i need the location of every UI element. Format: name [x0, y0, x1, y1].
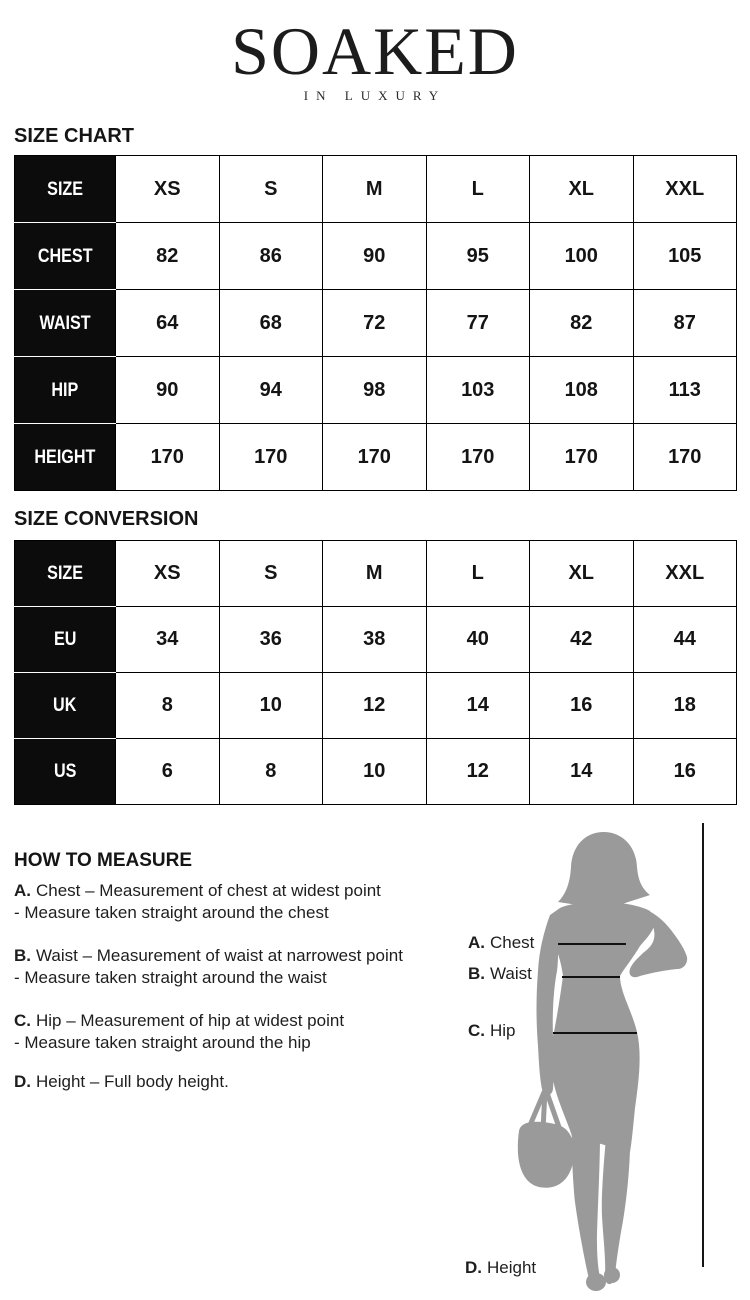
- table-row-header-cell: [15, 607, 116, 673]
- measure-letter: C.: [14, 1011, 31, 1030]
- measure-item-chest: [14, 880, 381, 924]
- table-cell: [426, 156, 530, 223]
- table-cell: [633, 739, 737, 805]
- table-cell: [530, 156, 634, 223]
- table-cell: [530, 424, 634, 491]
- table-cell-text: 170: [254, 445, 288, 468]
- size-chart-table: [14, 155, 737, 491]
- table-cell: [426, 541, 530, 607]
- size-conversion-table: [14, 540, 737, 805]
- table-cell-text: 64: [156, 311, 179, 334]
- woman-silhouette-figure: [508, 830, 688, 1295]
- table-cell-text: 87: [673, 311, 696, 334]
- table-cell: [219, 223, 323, 290]
- table-cell-text: 105: [668, 244, 702, 267]
- table-cell: [323, 424, 427, 491]
- table-cell: [530, 223, 634, 290]
- table-cell: [530, 607, 634, 673]
- table-cell-text: 16: [570, 694, 593, 716]
- table-cell-text: 10: [259, 694, 282, 716]
- table-cell: [116, 223, 220, 290]
- table-cell: [219, 424, 323, 491]
- table-row: [15, 739, 737, 805]
- hip-measure-line: [553, 1032, 637, 1034]
- measure-item-hip: [14, 1010, 344, 1054]
- figure-label-chest: [468, 933, 534, 953]
- table-row-header-cell: [15, 541, 116, 607]
- figure-label-text: Height: [487, 1258, 537, 1277]
- table-cell-text: 44: [673, 628, 696, 650]
- measure-letter: A.: [14, 881, 31, 900]
- table-cell-text: US: [53, 761, 77, 782]
- table-cell: [426, 607, 530, 673]
- table-cell-text: 68: [259, 311, 282, 334]
- table-cell: [219, 607, 323, 673]
- figure-label-hip: [468, 1021, 516, 1041]
- table-cell: [323, 739, 427, 805]
- table-cell-text: XS: [153, 562, 181, 584]
- table-cell-text: XL: [568, 562, 595, 584]
- table-row: [15, 673, 737, 739]
- table-cell: [219, 357, 323, 424]
- table-cell: [530, 673, 634, 739]
- table-cell-text: 8: [161, 694, 173, 716]
- table-cell: [219, 541, 323, 607]
- measure-text: Chest – Measurement of chest at widest point: [36, 881, 381, 900]
- table-cell: [116, 607, 220, 673]
- table-cell: [219, 739, 323, 805]
- how-to-measure-heading: HOW TO MEASURE: [14, 850, 193, 871]
- table-row-header-cell: [15, 357, 116, 424]
- height-measure-line: [702, 823, 704, 1267]
- table-cell: [633, 541, 737, 607]
- table-cell-text: 86: [259, 244, 282, 267]
- measure-text: Height – Full body height.: [36, 1072, 229, 1091]
- table-cell-text: 82: [156, 244, 179, 267]
- table-cell: [116, 290, 220, 357]
- brand-logo: SOAKED: [231, 13, 519, 89]
- table-cell-text: EU: [53, 629, 77, 650]
- table-cell-text: 42: [570, 628, 593, 650]
- table-row: [15, 290, 737, 357]
- table-cell-text: 16: [673, 760, 696, 782]
- table-cell: [426, 424, 530, 491]
- table-cell-text: 98: [363, 378, 386, 401]
- measure-item-height-line1: [14, 1071, 229, 1093]
- table-cell-text: WAIST: [39, 312, 91, 334]
- table-cell: [426, 357, 530, 424]
- table-cell-text: 14: [466, 694, 489, 716]
- table-cell-text: 90: [363, 244, 386, 267]
- table-cell: [116, 739, 220, 805]
- table-cell: [323, 156, 427, 223]
- table-cell-text: 72: [363, 311, 386, 334]
- table-cell-text: 10: [363, 760, 386, 782]
- table-cell: [633, 673, 737, 739]
- table-cell-text: 38: [363, 628, 386, 650]
- brand-tagline: IN LUXURY: [303, 88, 447, 103]
- table-cell: [633, 424, 737, 491]
- table-cell-text: 170: [564, 445, 598, 468]
- table-cell-text: 6: [161, 760, 173, 782]
- measure-item-chest-line2: - Measure taken straight around the chest: [14, 903, 329, 922]
- table-cell: [530, 290, 634, 357]
- handbag-straps: [528, 1090, 560, 1130]
- table-cell-text: UK: [53, 695, 77, 716]
- table-cell: [530, 357, 634, 424]
- table-cell: [219, 156, 323, 223]
- table-row: [15, 424, 737, 491]
- table-cell: [323, 607, 427, 673]
- table-cell-text: 36: [259, 628, 282, 650]
- table-cell-text: 95: [466, 244, 489, 267]
- size-conversion-heading: SIZE CONVERSION: [14, 508, 199, 530]
- table-cell-text: SIZE: [47, 178, 83, 200]
- waist-measure-line: [562, 976, 620, 978]
- table-row: [15, 223, 737, 290]
- table-cell: [116, 673, 220, 739]
- table-cell: [426, 290, 530, 357]
- table-row-header-cell: [15, 424, 116, 491]
- measure-item-height: [14, 1071, 229, 1093]
- figure-label-letter: B.: [468, 964, 485, 983]
- table-cell: [323, 223, 427, 290]
- table-cell-text: 90: [156, 378, 179, 401]
- table-cell-text: L: [471, 177, 484, 200]
- figure-label-height: [465, 1258, 536, 1278]
- table-cell-text: 170: [461, 445, 495, 468]
- figure-label-text: Hip: [490, 1021, 516, 1040]
- table-cell-text: 40: [466, 628, 489, 650]
- table-cell-text: S: [264, 177, 278, 200]
- table-cell: [426, 739, 530, 805]
- table-cell-text: M: [365, 177, 383, 200]
- measure-letter: D.: [14, 1072, 31, 1091]
- measure-letter: B.: [14, 946, 31, 965]
- measure-text: Hip – Measurement of hip at widest point: [36, 1011, 345, 1030]
- figure-label-text: Waist: [490, 964, 532, 983]
- table-cell-text: 82: [570, 311, 593, 334]
- table-cell: [323, 290, 427, 357]
- table-row: [15, 156, 737, 223]
- table-cell-text: HIP: [51, 379, 79, 401]
- figure-label-letter: C.: [468, 1021, 485, 1040]
- table-cell: [116, 541, 220, 607]
- table-cell: [633, 357, 737, 424]
- table-cell: [219, 290, 323, 357]
- table-cell-text: HEIGHT: [34, 446, 96, 468]
- table-cell: [633, 290, 737, 357]
- table-cell-text: 103: [461, 378, 495, 401]
- measure-item-hip-line1: [14, 1010, 344, 1032]
- table-cell-text: 12: [363, 694, 386, 716]
- table-cell: [426, 673, 530, 739]
- measure-item-hip-line2: - Measure taken straight around the hip: [14, 1033, 311, 1052]
- table-cell-text: L: [471, 562, 484, 584]
- figure-label-letter: D.: [465, 1258, 482, 1277]
- table-row: [15, 357, 737, 424]
- measure-text: Waist – Measurement of waist at narrowest point: [36, 946, 403, 965]
- table-cell-text: 77: [466, 311, 489, 334]
- table-cell: [219, 673, 323, 739]
- table-row-header-cell: [15, 156, 116, 223]
- table-cell-text: 18: [673, 694, 696, 716]
- table-cell-text: 170: [357, 445, 391, 468]
- chest-measure-line: [558, 943, 626, 945]
- table-cell-text: M: [365, 562, 383, 584]
- measure-item-chest-line1: [14, 880, 381, 902]
- table-cell: [323, 357, 427, 424]
- table-row: [15, 607, 737, 673]
- table-row-header-cell: [15, 223, 116, 290]
- table-cell-text: 34: [156, 628, 179, 650]
- measure-item-waist-line1: [14, 945, 403, 967]
- table-row-header-cell: [15, 673, 116, 739]
- table-cell-text: 8: [265, 760, 277, 782]
- table-cell-text: XS: [153, 177, 181, 200]
- table-cell-text: SIZE: [47, 563, 83, 584]
- table-cell-text: S: [264, 562, 278, 584]
- measure-item-waist: [14, 945, 403, 989]
- table-cell: [116, 156, 220, 223]
- table-cell: [426, 223, 530, 290]
- table-cell-text: 170: [668, 445, 702, 468]
- table-cell: [116, 357, 220, 424]
- table-row-header-cell: [15, 739, 116, 805]
- table-cell-text: XL: [568, 177, 595, 200]
- table-cell-text: 108: [564, 378, 598, 401]
- table-cell: [633, 223, 737, 290]
- table-cell-text: XXL: [665, 177, 705, 200]
- table-cell: [116, 424, 220, 491]
- table-cell: [633, 607, 737, 673]
- figure-label-letter: A.: [468, 933, 485, 952]
- table-cell-text: XXL: [665, 562, 705, 584]
- table-cell-text: 14: [570, 760, 593, 782]
- size-chart-heading: SIZE CHART: [14, 125, 134, 147]
- table-cell: [323, 541, 427, 607]
- table-cell-text: 100: [564, 244, 598, 267]
- table-cell-text: 113: [668, 378, 701, 401]
- table-cell: [530, 739, 634, 805]
- table-row-header-cell: [15, 290, 116, 357]
- table-cell-text: CHEST: [37, 245, 93, 267]
- measure-item-waist-line2: - Measure taken straight around the waist: [14, 968, 327, 987]
- table-cell: [633, 156, 737, 223]
- figure-label-text: Chest: [490, 933, 535, 952]
- table-cell: [530, 541, 634, 607]
- table-cell-text: 170: [150, 445, 184, 468]
- table-cell-text: 94: [259, 378, 282, 401]
- figure-label-waist: [468, 964, 532, 984]
- table-cell-text: 12: [466, 760, 489, 782]
- table-cell: [323, 673, 427, 739]
- table-row: [15, 541, 737, 607]
